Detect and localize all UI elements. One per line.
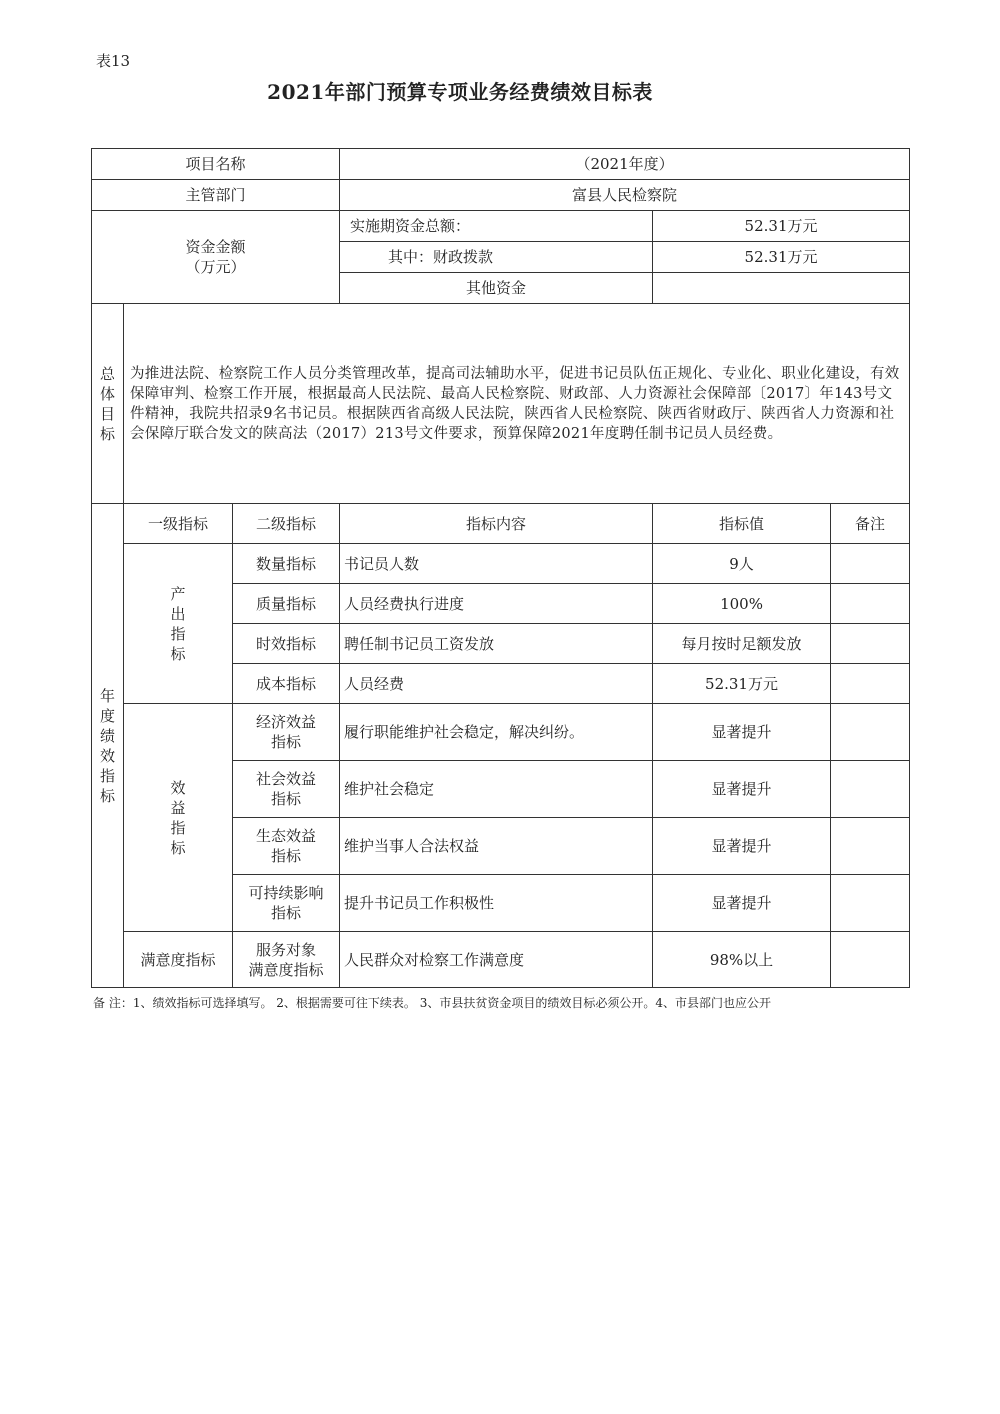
fund-amount-label-line2: （万元） — [185, 258, 246, 276]
other-fund-label: 其他资金 — [340, 273, 653, 304]
content-cell: 人员经费执行进度 — [340, 584, 653, 624]
header-content: 指标内容 — [340, 504, 653, 544]
annual-indicator-label — [92, 504, 124, 988]
table-code: 表13 — [96, 52, 131, 70]
level2-cell: 质量指标 — [233, 584, 340, 624]
note-cell — [831, 664, 910, 704]
content-cell: 维护当事人合法权益 — [340, 818, 653, 875]
level2-line1: 生态效益 — [256, 827, 317, 845]
output-label-char: 出 — [170, 604, 186, 623]
project-name-row — [92, 149, 910, 180]
annual-label-char: 标 — [99, 786, 115, 805]
benefit-label-char: 益 — [170, 798, 186, 817]
annual-label-char: 效 — [99, 746, 115, 765]
content-cell: 人民群众对检察工作满意度 — [340, 932, 653, 988]
value-cell: 98%以上 — [653, 932, 831, 988]
indicator-header-row — [92, 504, 910, 544]
note-cell — [831, 761, 910, 818]
level2-line1: 经济效益 — [256, 713, 317, 731]
header-value: 指标值 — [653, 504, 831, 544]
value-cell: 9人 — [653, 544, 831, 584]
fiscal-fund-value: 52.31万元 — [653, 242, 910, 273]
level2-line2: 满意度指标 — [248, 960, 324, 979]
content-cell: 人员经费 — [340, 664, 653, 704]
note-cell — [831, 584, 910, 624]
header-level2: 二级指标 — [233, 504, 340, 544]
annual-label-char: 度 — [99, 706, 115, 725]
level2-line1: 社会效益 — [256, 770, 317, 788]
level2-line2: 指标 — [271, 904, 302, 922]
project-name-label: 项目名称 — [92, 149, 340, 180]
table-row — [92, 704, 910, 761]
output-label-char: 标 — [170, 644, 186, 663]
level2-cell: 数量指标 — [233, 544, 340, 584]
fund-amount-label — [92, 211, 340, 304]
other-fund-value — [653, 273, 910, 304]
level2-cell — [233, 875, 340, 932]
level2-cell — [233, 761, 340, 818]
value-cell: 显著提升 — [653, 761, 831, 818]
goal-label-char: 目 — [99, 404, 115, 423]
benefit-label-char: 指 — [170, 818, 186, 837]
table-row — [92, 544, 910, 584]
department-row — [92, 180, 910, 211]
benefit-label-char: 效 — [170, 778, 186, 797]
overall-goal-label — [92, 304, 124, 504]
department-value: 富县人民检察院 — [340, 180, 910, 211]
content-cell: 提升书记员工作积极性 — [340, 875, 653, 932]
department-label: 主管部门 — [92, 180, 340, 211]
content-cell: 聘任制书记员工资发放 — [340, 624, 653, 664]
level2-cell — [233, 932, 340, 988]
value-cell: 显著提升 — [653, 818, 831, 875]
goal-label-char: 总 — [99, 364, 115, 383]
project-name-value: （2021年度） — [340, 149, 910, 180]
benefit-indicator-label — [124, 704, 233, 932]
page-title: 2021年部门预算专项业务经费绩效目标表 — [267, 80, 653, 104]
note-cell — [831, 544, 910, 584]
fund-amount-label-line1: 资金金额 — [185, 238, 246, 256]
total-fund-label: 实施期资金总额： — [340, 211, 653, 242]
satisfaction-level1: 满意度指标 — [124, 932, 233, 988]
level2-cell — [233, 704, 340, 761]
level2-line1: 可持续影响 — [248, 884, 324, 902]
content-cell: 书记员人数 — [340, 544, 653, 584]
output-label-char: 产 — [170, 584, 186, 603]
total-fund-value: 52.31万元 — [653, 211, 910, 242]
level2-line2: 指标 — [271, 847, 302, 865]
footnote: 备 注：1、绩效指标可选择填写。 2、根据需要可往下续表。 3、市县扶贫资金项目的绩效目标必须公开。4、市县部门也应公开 — [93, 996, 771, 1010]
content-cell: 维护社会稳定 — [340, 761, 653, 818]
level2-line2: 指标 — [271, 790, 302, 808]
goal-label-char: 标 — [99, 424, 115, 443]
value-cell: 52.31万元 — [653, 664, 831, 704]
annual-label-char: 绩 — [99, 726, 115, 745]
level2-line2: 指标 — [271, 733, 302, 751]
overall-goal-text: 为推进法院、检察院工作人员分类管理改革，提高司法辅助水平，促进书记员队伍正规化、专业化、职业化建设，有效保障审判、检察工作开展，根据最高人民法院、最高人民检察院、财政部、人力资源社会保障部〔2017〕年143号文件精神，我院共招录9名书记员。根据陕西省高级人民法院，陕西省人民检察院、陕西省财政厅、陕西省人力资源和社会保障厅联合发文的陕高法（2017）213号文件要求，预算保障2021年度聘任制书记员人员经费。 — [124, 304, 910, 504]
level2-cell — [233, 818, 340, 875]
value-cell: 显著提升 — [653, 875, 831, 932]
value-cell: 显著提升 — [653, 704, 831, 761]
level2-cell: 时效指标 — [233, 624, 340, 664]
note-cell — [831, 624, 910, 664]
header-level1: 一级指标 — [124, 504, 233, 544]
output-indicator-label — [124, 544, 233, 704]
satisfaction-row — [92, 932, 910, 988]
note-cell — [831, 932, 910, 988]
note-cell — [831, 818, 910, 875]
fund-total-row — [92, 211, 910, 242]
goal-label-char: 体 — [99, 384, 115, 403]
value-cell: 100% — [653, 584, 831, 624]
value-cell: 每月按时足额发放 — [653, 624, 831, 664]
fiscal-fund-label: 其中：财政拨款 — [340, 242, 653, 273]
content-cell: 履行职能维护社会稳定，解决纠纷。 — [340, 704, 653, 761]
overall-goal-row — [92, 304, 910, 504]
output-label-char: 指 — [170, 624, 186, 643]
header-note: 备注 — [831, 504, 910, 544]
annual-label-char: 年 — [99, 686, 115, 705]
annual-label-char: 指 — [99, 766, 115, 785]
level2-cell: 成本指标 — [233, 664, 340, 704]
performance-table — [91, 148, 910, 988]
benefit-label-char: 标 — [170, 838, 186, 857]
note-cell — [831, 875, 910, 932]
level2-line1: 服务对象 — [256, 940, 317, 959]
note-cell — [831, 704, 910, 761]
